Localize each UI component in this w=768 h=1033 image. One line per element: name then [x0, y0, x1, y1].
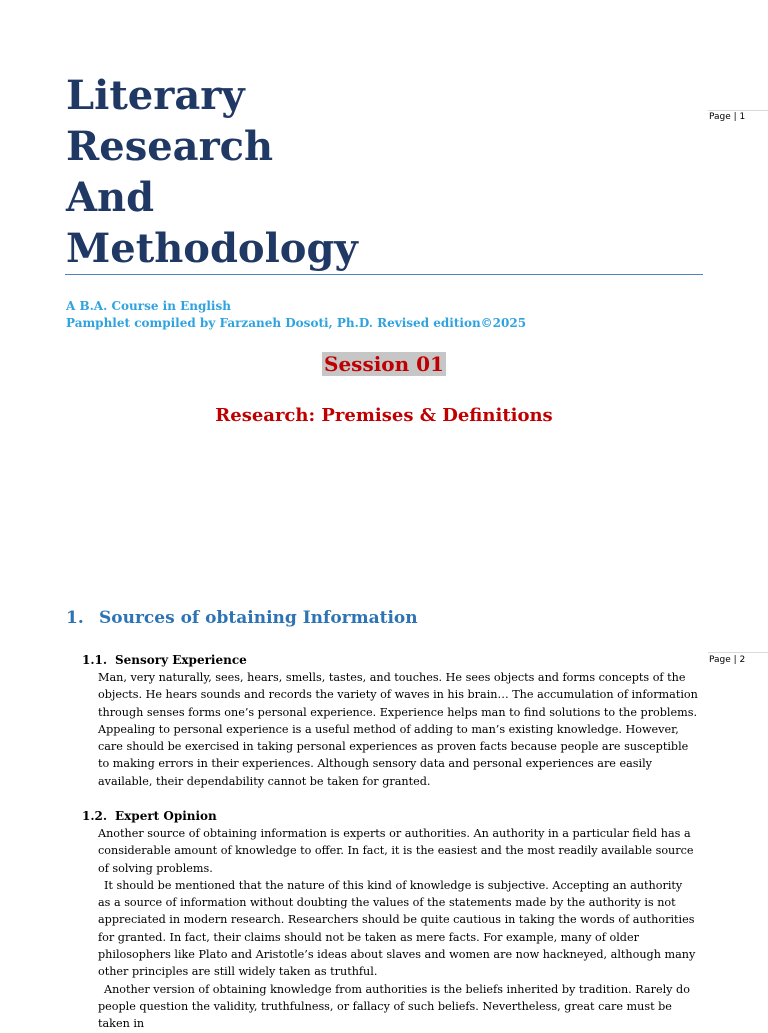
- subsection-heading: [82, 809, 217, 823]
- title-divider: [65, 274, 703, 275]
- page-marker-line: [708, 110, 768, 111]
- page-marker-line: [708, 652, 768, 653]
- title-line: Research: [66, 123, 274, 170]
- title-line: Literary: [66, 72, 245, 119]
- section-number: 1.: [66, 608, 84, 628]
- subsection-number: 1.1.: [82, 653, 108, 667]
- title-line: And: [66, 174, 155, 221]
- subsection-heading: [82, 653, 247, 667]
- subsection-title: Expert Opinion: [115, 809, 217, 823]
- session-highlight: Session 01: [324, 352, 444, 376]
- page-number-2: Page | 2: [709, 655, 746, 665]
- section-heading: [66, 608, 418, 628]
- section-title: Sources of obtaining Information: [99, 608, 418, 628]
- document-title: [66, 70, 358, 274]
- session-label: [0, 352, 768, 376]
- title-line: Methodology: [66, 225, 358, 272]
- subsection-number: 1.2.: [82, 809, 108, 823]
- page-number-1: Page | 1: [709, 112, 746, 122]
- compiled-by-line: Pamphlet compiled by Farzaneh Dosoti, Ph.D. Revised edition©2025: [66, 316, 527, 330]
- session-title: Research: Premises & Definitions: [215, 405, 553, 426]
- paragraph-sensory: [98, 669, 698, 790]
- subsection-title: Sensory Experience: [115, 653, 247, 667]
- paragraph-expert: [98, 825, 698, 1033]
- paragraph-text: Another version of obtaining knowledge from authorities is the beliefs inherited by tradition. Rarely do people question the validity, truthfulness, or fallacy of such beliefs. Nevertheless, great care must be taken in: [98, 982, 690, 1031]
- course-line: A B.A. Course in English: [66, 299, 231, 313]
- paragraph-text: Man, very naturally, sees, hears, smells, tastes, and touches. He sees objects and forms concepts of the objects. He hears sounds and records the variety of waves in his brain… The accumulation of information through senses forms one’s personal experience. Experience helps man to find solutions to the problems. Appealing to personal experience is a useful method of adding to man’s existing knowledge. However, care should be exercised in taking personal experiences as proven facts because people are susceptible to making errors in their experiences. Although sensory data and personal experiences are easily available, their dependability cannot be taken for granted.: [98, 671, 698, 788]
- paragraph-text: It should be mentioned that the nature of this kind of knowledge is subjective. Accepting an authority as a source of information without doubting the values of the statements made by the authority is not appreciated in modern research. Researchers should be quite cautious in taking the words of authorities for granted. In fact, their claims should not be taken as mere facts. For example, many of older philosophers like Plato and Aristotle’s ideas about slaves and women are now hackneyed, although many other principles are still widely taken as truthful.: [98, 878, 696, 979]
- paragraph-text: Another source of obtaining information is experts or authorities. An authority in a particular field has a considerable amount of knowledge to offer. In fact, it is the easiest and the most readily available source of solving problems.: [98, 827, 694, 875]
